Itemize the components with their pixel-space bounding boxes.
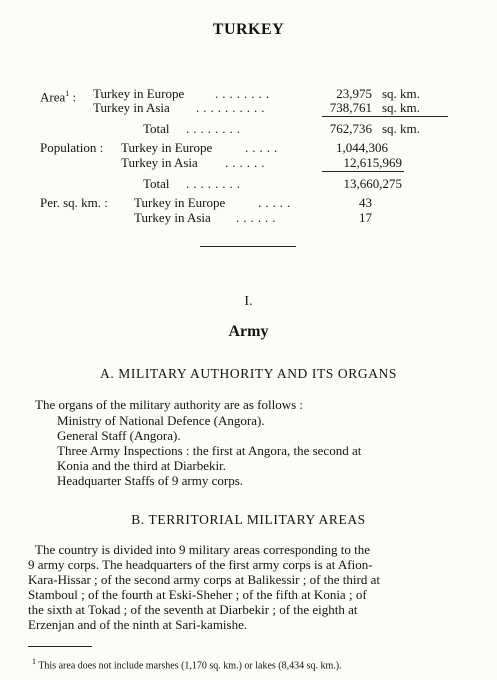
page-title: TURKEY [212, 21, 285, 38]
chapter-heading: Army [228, 323, 269, 340]
population-asia-label: Turkey in Asia [121, 155, 198, 170]
sum-rule [322, 116, 448, 117]
area-unit: sq. km. [382, 86, 420, 101]
area-label: Area$^1$ : [40, 89, 77, 105]
footnote-ref: 1 [65, 89, 70, 98]
section-divider [200, 246, 296, 247]
section-b-line: Kara-Hissar ; of the second army corps at Balikessir ; of the third at [28, 572, 380, 587]
leader-dots: ...... [236, 210, 280, 225]
section-a-item: Three Army Inspections : the first at Angora, the second at [57, 443, 362, 458]
area-total-label: Total [143, 121, 170, 136]
area-asia-label: Turkey in Asia [93, 100, 170, 115]
density-asia-value: 17 [359, 210, 372, 225]
chapter-numeral: I. [244, 294, 253, 309]
section-b-line: Erzenjan and of the ninth at Sari-kamishe. [28, 617, 248, 632]
area-total-value: 762,736 [329, 121, 372, 136]
area-unit: sq. km. [382, 100, 420, 115]
leader-dots: ........ [215, 86, 273, 101]
area-asia-value: 738,761 [329, 100, 372, 115]
density-label: Per. sq. km. : [40, 195, 108, 210]
leader-dots: ..... [245, 140, 282, 155]
density-europe-value: 43 [359, 195, 372, 210]
leader-dots: ..... [258, 195, 295, 210]
population-total-label: Total [143, 176, 170, 191]
section-b-line: 9 army corps. The headquarters of the first army corps is at Afion- [28, 557, 373, 572]
section-a-item: Headquarter Staffs of 9 army corps. [57, 473, 244, 488]
population-europe-label: Turkey in Europe [121, 140, 213, 155]
area-unit: sq. km. [382, 121, 420, 136]
area-europe-label: Turkey in Europe [93, 86, 185, 101]
footnote-text: This area does not include marshes (1,170 sq. km.) or lakes (8,434 sq. km.). [38, 660, 342, 672]
population-asia-value: 12,615,969 [343, 155, 402, 170]
section-b-line: Stamboul ; of the fourth at Eski-Sheher ; of the fifth at Konia ; of [28, 587, 367, 602]
footnote-mark: 1 [32, 657, 36, 666]
population-europe-value: 1,044,306 [336, 140, 388, 155]
population-label: Population : [40, 140, 104, 155]
footnote [32, 657, 342, 671]
section-b-line: the sixth at Tokad ; of the seventh at Diarbekir ; of the eighth at [28, 602, 358, 617]
leader-dots: ...... [225, 155, 269, 170]
section-a-item: Konia and the third at Diarbekir. [57, 458, 226, 473]
section-a-item: General Staff (Angora). [57, 428, 181, 443]
footnote-rule [28, 646, 92, 647]
section-b-heading: B. TERRITORIAL MILITARY AREAS [131, 512, 366, 527]
section-a-item: Ministry of National Defence (Angora). [57, 413, 265, 428]
area-europe-value: 23,975 [336, 86, 372, 101]
leader-dots: ........ [186, 176, 244, 191]
section-a-intro: The organs of the military authority are as follows : [35, 397, 303, 412]
sum-rule [322, 171, 404, 172]
section-b-line: The country is divided into 9 military areas corresponding to the [35, 542, 371, 557]
population-total-value: 13,660,275 [343, 176, 402, 191]
leader-dots: ........ [186, 121, 244, 136]
leader-dots: .......... [196, 100, 269, 115]
section-a-heading: A. MILITARY AUTHORITY AND ITS ORGANS [99, 366, 398, 381]
density-asia-label: Turkey in Asia [134, 210, 211, 225]
density-europe-label: Turkey in Europe [134, 195, 226, 210]
